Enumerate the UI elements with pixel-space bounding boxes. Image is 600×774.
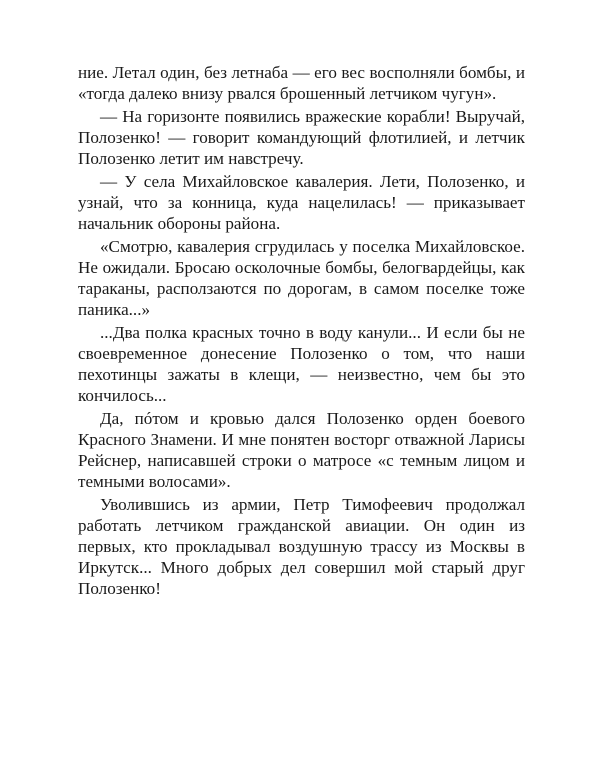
body-text [78,62,525,599]
paragraph-1: ние. Летал один, без летнаба — его вес восполняли бомбы, и «тогда далеко внизу рвался брошенный летчиком чугун». [78,63,525,103]
paragraph-3: — У села Михайловское кавалерия. Лети, Полозенко, и узнай, что за конница, куда нацелилась! — приказывает начальник обороны района. [78,172,525,233]
paragraph-2: — На горизонте появились вражеские корабли! Выручай, Полозенко! — говорит командующий флотилией, и летчик Полозенко летит им навстречу. [78,107,525,168]
paragraph-5: ...Два полка красных точно в воду канули... И если бы не своевременное донесение Полозенко о том, что наши пехотинцы зажаты в клещи, — неизвестно, чем бы это кончилось... [78,323,525,405]
paragraph-6: Да, пóтом и кровью дался Полозенко орден боевого Красного Знамени. И мне понятен восторг отважной Ларисы Рейснер, написавшей строки о матросе «с темным лицом и темными волосами». [78,409,525,491]
paragraph-7: Уволившись из армии, Петр Тимофеевич продолжал работать летчиком гражданской авиации. Он один из первых, кто прокладывал воздушную трассу из Москвы в Иркутск... Много добрых дел совершил мой старый друг Полозенко! [78,495,525,598]
paragraph-4: «Смотрю, кавалерия сгрудилась у поселка Михайловское. Не ожидали. Бросаю осколочные бомбы, белогвардейцы, как тараканы, расползаются по дорогам, в самом поселке тоже паника...» [78,237,525,319]
